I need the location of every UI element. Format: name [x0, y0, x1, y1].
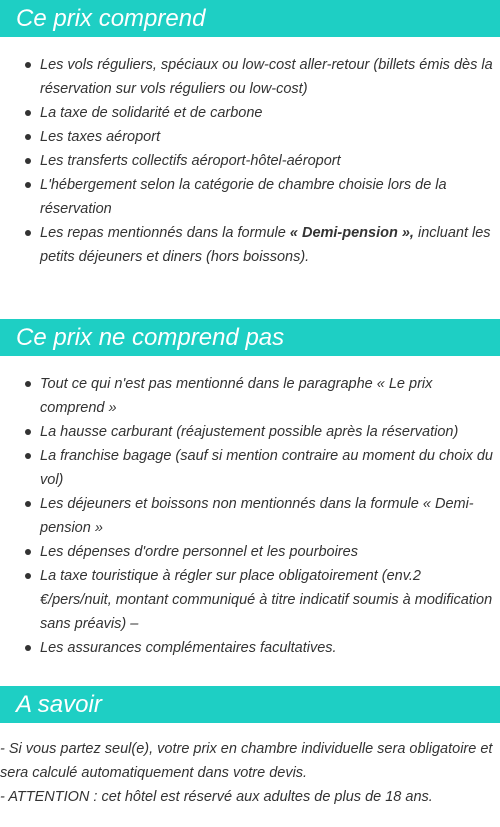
- list-item: La hausse carburant (réajustement possible après la réservation): [0, 420, 500, 444]
- list-item: Les taxes aéroport: [0, 125, 500, 149]
- list-item: Les déjeuners et boissons non mentionnés dans la formule « Demi-pension »: [0, 492, 500, 540]
- meals-text-before: Les repas mentionnés dans la formule: [40, 225, 290, 241]
- excluded-list: [0, 372, 500, 660]
- list-item: La taxe touristique à régler sur place obligatoirement (env.2 €/pers/nuit, montant communiqué à titre indicatif soumis à modification sans préavis) –: [0, 564, 500, 636]
- list-item: Les assurances complémentaires facultatives.: [0, 636, 500, 660]
- list-item-meals: [0, 221, 500, 269]
- info-notes: [0, 737, 498, 809]
- info-section-header: [0, 686, 500, 723]
- info-note-adults-only: - ATTENTION : cet hôtel est réservé aux adultes de plus de 18 ans.: [0, 789, 433, 805]
- included-section-header: [0, 0, 500, 37]
- info-note-single-room: - Si vous partez seul(e), votre prix en chambre individuelle sera obligatoire et sera calculé automatiquement dans votre devis.: [0, 741, 493, 781]
- list-item: La taxe de solidarité et de carbone: [0, 101, 500, 125]
- list-item: Les vols réguliers, spéciaux ou low-cost aller-retour (billets émis dès la réservation sur vols réguliers ou low-cost): [0, 53, 500, 101]
- list-item: Les transferts collectifs aéroport-hôtel-aéroport: [0, 149, 500, 173]
- list-item: La franchise bagage (sauf si mention contraire au moment du choix du vol): [0, 444, 500, 492]
- meals-formula-name: « Demi-pension »,: [289, 225, 414, 241]
- meals-text-after: incluant les petits déjeuners et diners (hors boissons).: [40, 225, 491, 265]
- list-item: L'hébergement selon la catégorie de chambre choisie lors de la réservation: [0, 173, 500, 221]
- included-list: [0, 53, 500, 269]
- info-section-title: A savoir: [16, 691, 102, 718]
- list-item: Tout ce qui n'est pas mentionné dans le paragraphe « Le prix comprend »: [0, 372, 500, 420]
- list-item: Les dépenses d'ordre personnel et les pourboires: [0, 540, 500, 564]
- included-section-title: Ce prix comprend: [16, 5, 206, 32]
- excluded-section-title: Ce prix ne comprend pas: [16, 324, 285, 351]
- excluded-section-header: [0, 319, 500, 356]
